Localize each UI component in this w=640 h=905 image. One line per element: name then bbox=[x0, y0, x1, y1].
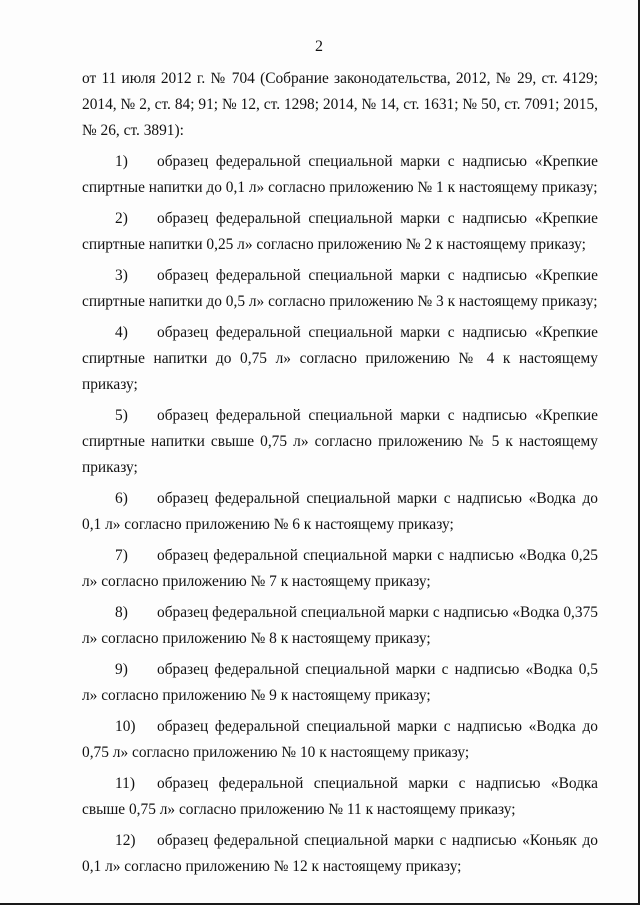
list-item bbox=[82, 403, 598, 481]
list-item-number: 3) bbox=[115, 267, 128, 284]
list-item bbox=[82, 149, 598, 201]
list-item bbox=[82, 206, 598, 258]
list-item-text: образец федеральной специальной марки с надписью «Водка 0,375 л» согласно приложению № 8 к настоящему приказу; bbox=[82, 604, 598, 647]
list-item-text: образец федеральной специальной марки с надписью «Крепкие спиртные напитки свыше 0,75 л» согласно приложению № 5 к настоящему приказу; bbox=[82, 407, 598, 476]
list-item bbox=[82, 657, 598, 709]
list-item-text: образец федеральной специальной марки с надписью «Водка 0,5 л» согласно приложению № 9 к настоящему приказу; bbox=[82, 661, 598, 704]
list-item bbox=[82, 543, 598, 595]
list-item-text: образец федеральной специальной марки с надписью «Крепкие спиртные напитки до 0,1 л» согласно приложению № 1 к настоящему приказу; bbox=[82, 153, 598, 196]
list-item-text: образец федеральной специальной марки с надписью «Водка до 0,1 л» согласно приложению № 6 к настоящему приказу; bbox=[82, 490, 598, 533]
list-item-number: 8) bbox=[115, 604, 128, 621]
intro-paragraph: от 11 июля 2012 г. № 704 (Собрание законодательства, 2012, № 29, ст. 4129; 2014, № 2, ст. 84; 91; № 12, ст. 1298; 2014, № 14, ст. 1631; № 50, ст. 7091; 2015, № 26, ст. 3891): bbox=[82, 70, 598, 139]
list-item-number: 2) bbox=[115, 210, 128, 227]
list-item bbox=[82, 600, 598, 652]
list-item bbox=[82, 771, 598, 823]
list-item-number: 4) bbox=[115, 324, 128, 341]
list-item-text: образец федеральной специальной марки с надписью «Крепкие спиртные напитки 0,25 л» согласно приложению № 2 к настоящему приказу; bbox=[82, 210, 598, 253]
list-item-text: образец федеральной специальной марки с надписью «Коньяк до 0,1 л» согласно приложению № 12 к настоящему приказу; bbox=[82, 832, 598, 875]
list-item-number: 6) bbox=[115, 490, 128, 507]
list-item bbox=[82, 486, 598, 538]
list-item-text: образец федеральной специальной марки с надписью «Крепкие спиртные напитки до 0,75 л» согласно приложению № 4 к настоящему приказу; bbox=[82, 324, 598, 393]
list-item-number: 1) bbox=[115, 153, 128, 170]
list-item-text: образец федеральной специальной марки с надписью «Водка до 0,75 л» согласно приложению № 10 к настоящему приказу; bbox=[82, 718, 598, 761]
document-body bbox=[82, 66, 598, 885]
page-number: 2 bbox=[315, 38, 323, 55]
list-item-number: 5) bbox=[115, 407, 128, 424]
list-item bbox=[82, 320, 598, 398]
list-item-text: образец федеральной специальной марки с надписью «Крепкие спиртные напитки до 0,5 л» согласно приложению № 3 к настоящему приказу; bbox=[82, 267, 598, 310]
list-item-number: 7) bbox=[115, 547, 128, 564]
list-item bbox=[82, 263, 598, 315]
list-item-number: 9) bbox=[115, 661, 128, 678]
list-item bbox=[82, 828, 598, 880]
list-item-number: 10) bbox=[115, 718, 136, 735]
list-item-number: 11) bbox=[115, 775, 135, 792]
list-item-text: образец федеральной специальной марки с надписью «Водка свыше 0,75 л» согласно приложению № 11 к настоящему приказу; bbox=[82, 775, 598, 818]
list-item bbox=[82, 714, 598, 766]
list-item-number: 12) bbox=[115, 832, 136, 849]
list-item-text: образец федеральной специальной марки с надписью «Водка 0,25 л» согласно приложению № 7 к настоящему приказу; bbox=[82, 547, 598, 590]
